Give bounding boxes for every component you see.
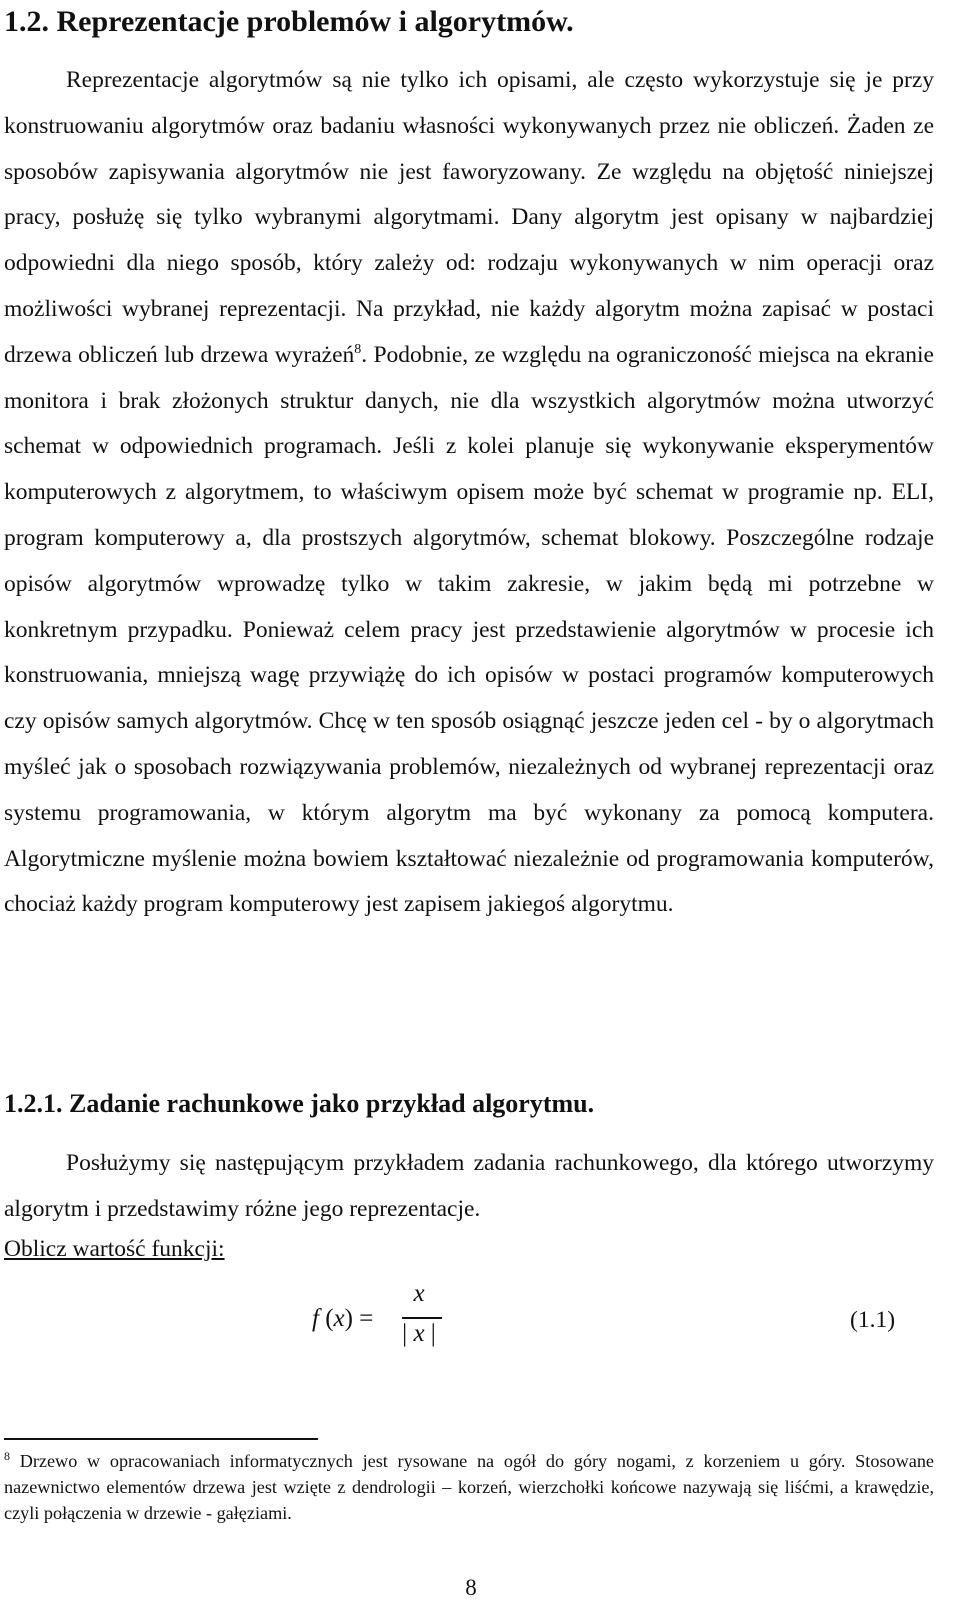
subsection-title: 1.2.1. Zadanie rachunkowe jako przykład algorytmu. (4, 1089, 595, 1118)
subsection-paragraph: Posłużymy się następującym przykładem zadania rachunkowego, dla którego utworzymy algorytm i przedstawimy różne jego reprezentacje. (4, 1150, 934, 1222)
denominator-variable: x (413, 1320, 425, 1347)
equation-number: (1.1) (850, 1307, 896, 1333)
section-title: 1.2. Reprezentacje problemów i algorytmów. (4, 5, 574, 38)
formula-argument: x (333, 1305, 345, 1332)
abs-bar-right: | (424, 1320, 436, 1347)
footnote-reference: 8 (354, 341, 362, 357)
formula-paren-open: ( (318, 1305, 334, 1332)
formula-function-name: f (312, 1305, 319, 1332)
formula-denominator (396, 1320, 442, 1348)
footnote-separator (4, 1438, 318, 1440)
footnote-text: Drzewo w opracowaniach informatycznych jest rysowane na ogół do góry nogami, z korzeniem u góry. Stosowane nazewnictwo elementów drzewa jest wzięte z dendrologii – korzeń, wierzchołki końcowe nazywają się liśćmi, a krawędzie, czyli połączenia w drzewie - gałęziami. (4, 1451, 934, 1523)
formula-lhs (312, 1305, 373, 1333)
formula-equals: ) = (344, 1305, 374, 1332)
formula-numerator: x (413, 1280, 425, 1307)
footnote-marker: 8 (4, 1449, 10, 1463)
footnote (4, 1448, 934, 1526)
paragraph-text-part2: . Podobnie, ze względu na ograniczoność miejsca na ekranie monitora i brak złożonych struktur danych, nie dla wszystkich algorytmów można utworzyć schemat w odpowiednich programach. Jeśli z kolei planuje się wykonywanie eksperymentów komputerowych z algorytmem, to właściwym opisem może być schemat w programie np. ELI, program komputerowy a, dla prostszych algorytmów, schemat blokowy. Poszczególne rodzaje opisów algorytmów wprowadzę tylko w takim zakresie, w jakim będą mi potrzebne w konkretnym przypadku. Ponieważ celem pracy jest przedstawienie algorytmów w procesie ich konstruowania, mniejszą wagę przywiążę do ich opisów w postaci programów komputerowych czy opisów samych algorytmów. Chcę w ten sposób osiągnąć jeszcze jeden cel - by o algorytmach myśleć jak o sposobach rozwiązywania problemów, niezależnych od wybranej reprezentacji oraz systemu programowania, w którym algorytm ma być wykonany za pomocą komputera. Algorytmiczne myślenie można bowiem kształtować niezależnie od programowania komputerów, chociaż każdy program komputerowy jest zapisem jakiegoś algorytmu. (4, 341, 934, 918)
task-label: Oblicz wartość funkcji: (4, 1236, 225, 1262)
abs-bar-left: | (402, 1320, 414, 1347)
section-paragraph (4, 58, 934, 928)
paragraph-text-part1: Reprezentacje algorytmów są nie tylko ich opisami, ale często wykorzystuje się je przy konstruowaniu algorytmów oraz badaniu własności wykonywanych przez nie obliczeń. Żaden ze sposobów zapisywania algorytmów nie jest faworyzowany. Ze względu na objętość niniejszej pracy, posłużę się tylko wybranymi algorytmami. Dany algorytm jest opisany w najbardziej odpowiedni dla niego sposób, który zależy od: rodzaju wykonywanych w nim operacji oraz możliwości wybranej reprezentacji. Na przykład, nie każdy algorytm można zapisać w postaci drzewa obliczeń lub drzewa wyrażeń (4, 67, 934, 368)
formula (312, 1280, 442, 1360)
fraction-bar (402, 1317, 442, 1319)
page-number: 8 (465, 1575, 477, 1600)
